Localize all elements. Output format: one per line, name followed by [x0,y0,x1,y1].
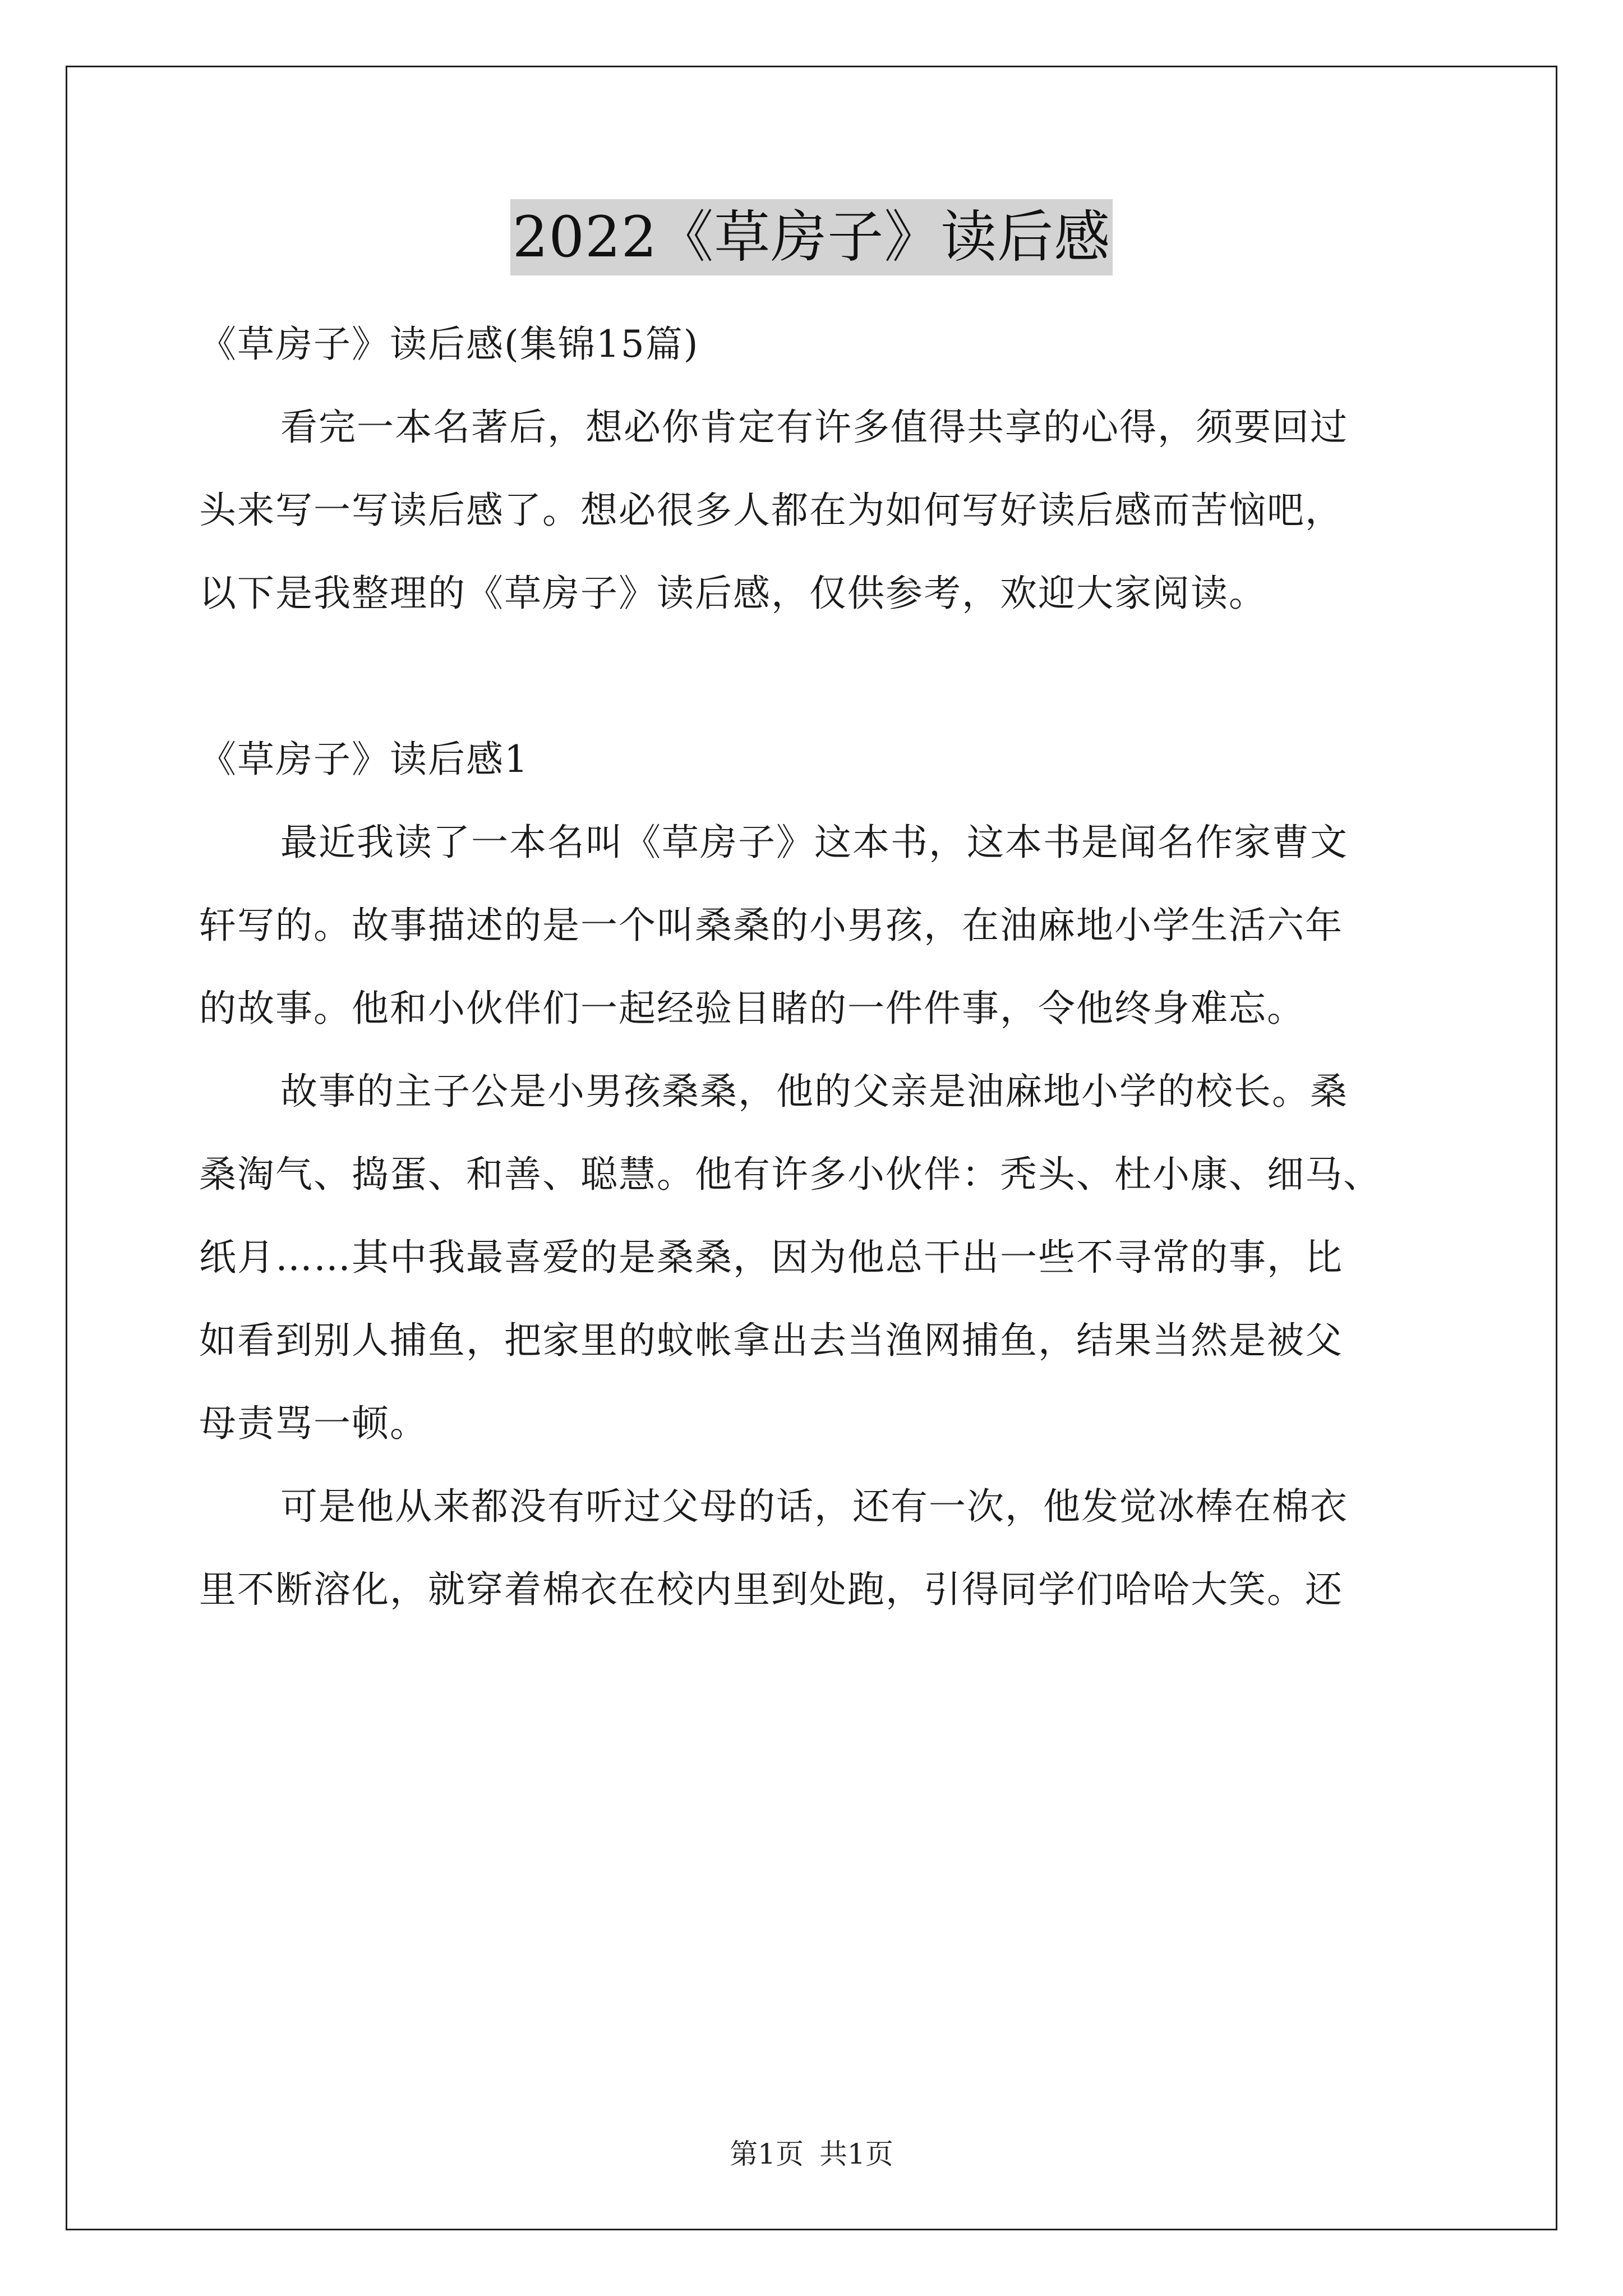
paragraph-line: 最近我读了一本名叫《草房子》这本书，这本书是闻名作家曹文 [280,821,1348,864]
page-footer [0,2134,1623,2174]
paragraph-line: 母责骂一顿。 [199,1402,428,1445]
paragraph-line: 里不断溶化，就穿着棉衣在校内里到处跑，引得同学们哈哈大笑。还 [199,1568,1343,1611]
page-number: 第1页 [730,2138,804,2170]
paragraph-line: 可是他从来都没有听过父母的话，还有一次，他发觉冰棒在棉衣 [280,1485,1348,1528]
title-container [0,199,1623,275]
document-title: 2022《草房子》读后感 [510,199,1113,275]
paragraph-line: 轩写的。故事描述的是一个叫桑桑的小男孩，在油麻地小学生活六年 [199,904,1343,947]
section-heading: 《草房子》读后感1 [199,738,529,781]
paragraph-line: 故事的主子公是小男孩桑桑，他的父亲是油麻地小学的校长。桑 [280,1070,1348,1113]
intro-line: 看完一本名著后，想必你肯定有许多值得共享的心得，须要回过 [280,406,1348,449]
paragraph-line: 的故事。他和小伙伴们一起经验目睹的一件件事，令他终身难忘。 [199,987,1305,1030]
section-gap [199,635,1427,718]
intro-line: 以下是我整理的《草房子》读后感，仅供参考，欢迎大家阅读。 [199,572,1267,615]
paragraph-line: 纸月……其中我最喜爱的是桑桑，因为他总干出一些不寻常的事，比 [199,1236,1343,1279]
paragraph-line: 桑淘气、捣蛋、和善、聪慧。他有许多小伙伴：秃头、杜小康、细马、 [199,1153,1381,1196]
document-body [199,303,1427,1631]
page-total: 共1页 [819,2138,893,2170]
document-subtitle: 《草房子》读后感(集锦15篇) [199,323,699,366]
intro-line: 头来写一写读后感了。想必很多人都在为如何写好读后感而苦恼吧， [199,489,1343,532]
paragraph-line: 如看到别人捕鱼，把家里的蚊帐拿出去当渔网捕鱼，结果当然是被父 [199,1319,1343,1362]
